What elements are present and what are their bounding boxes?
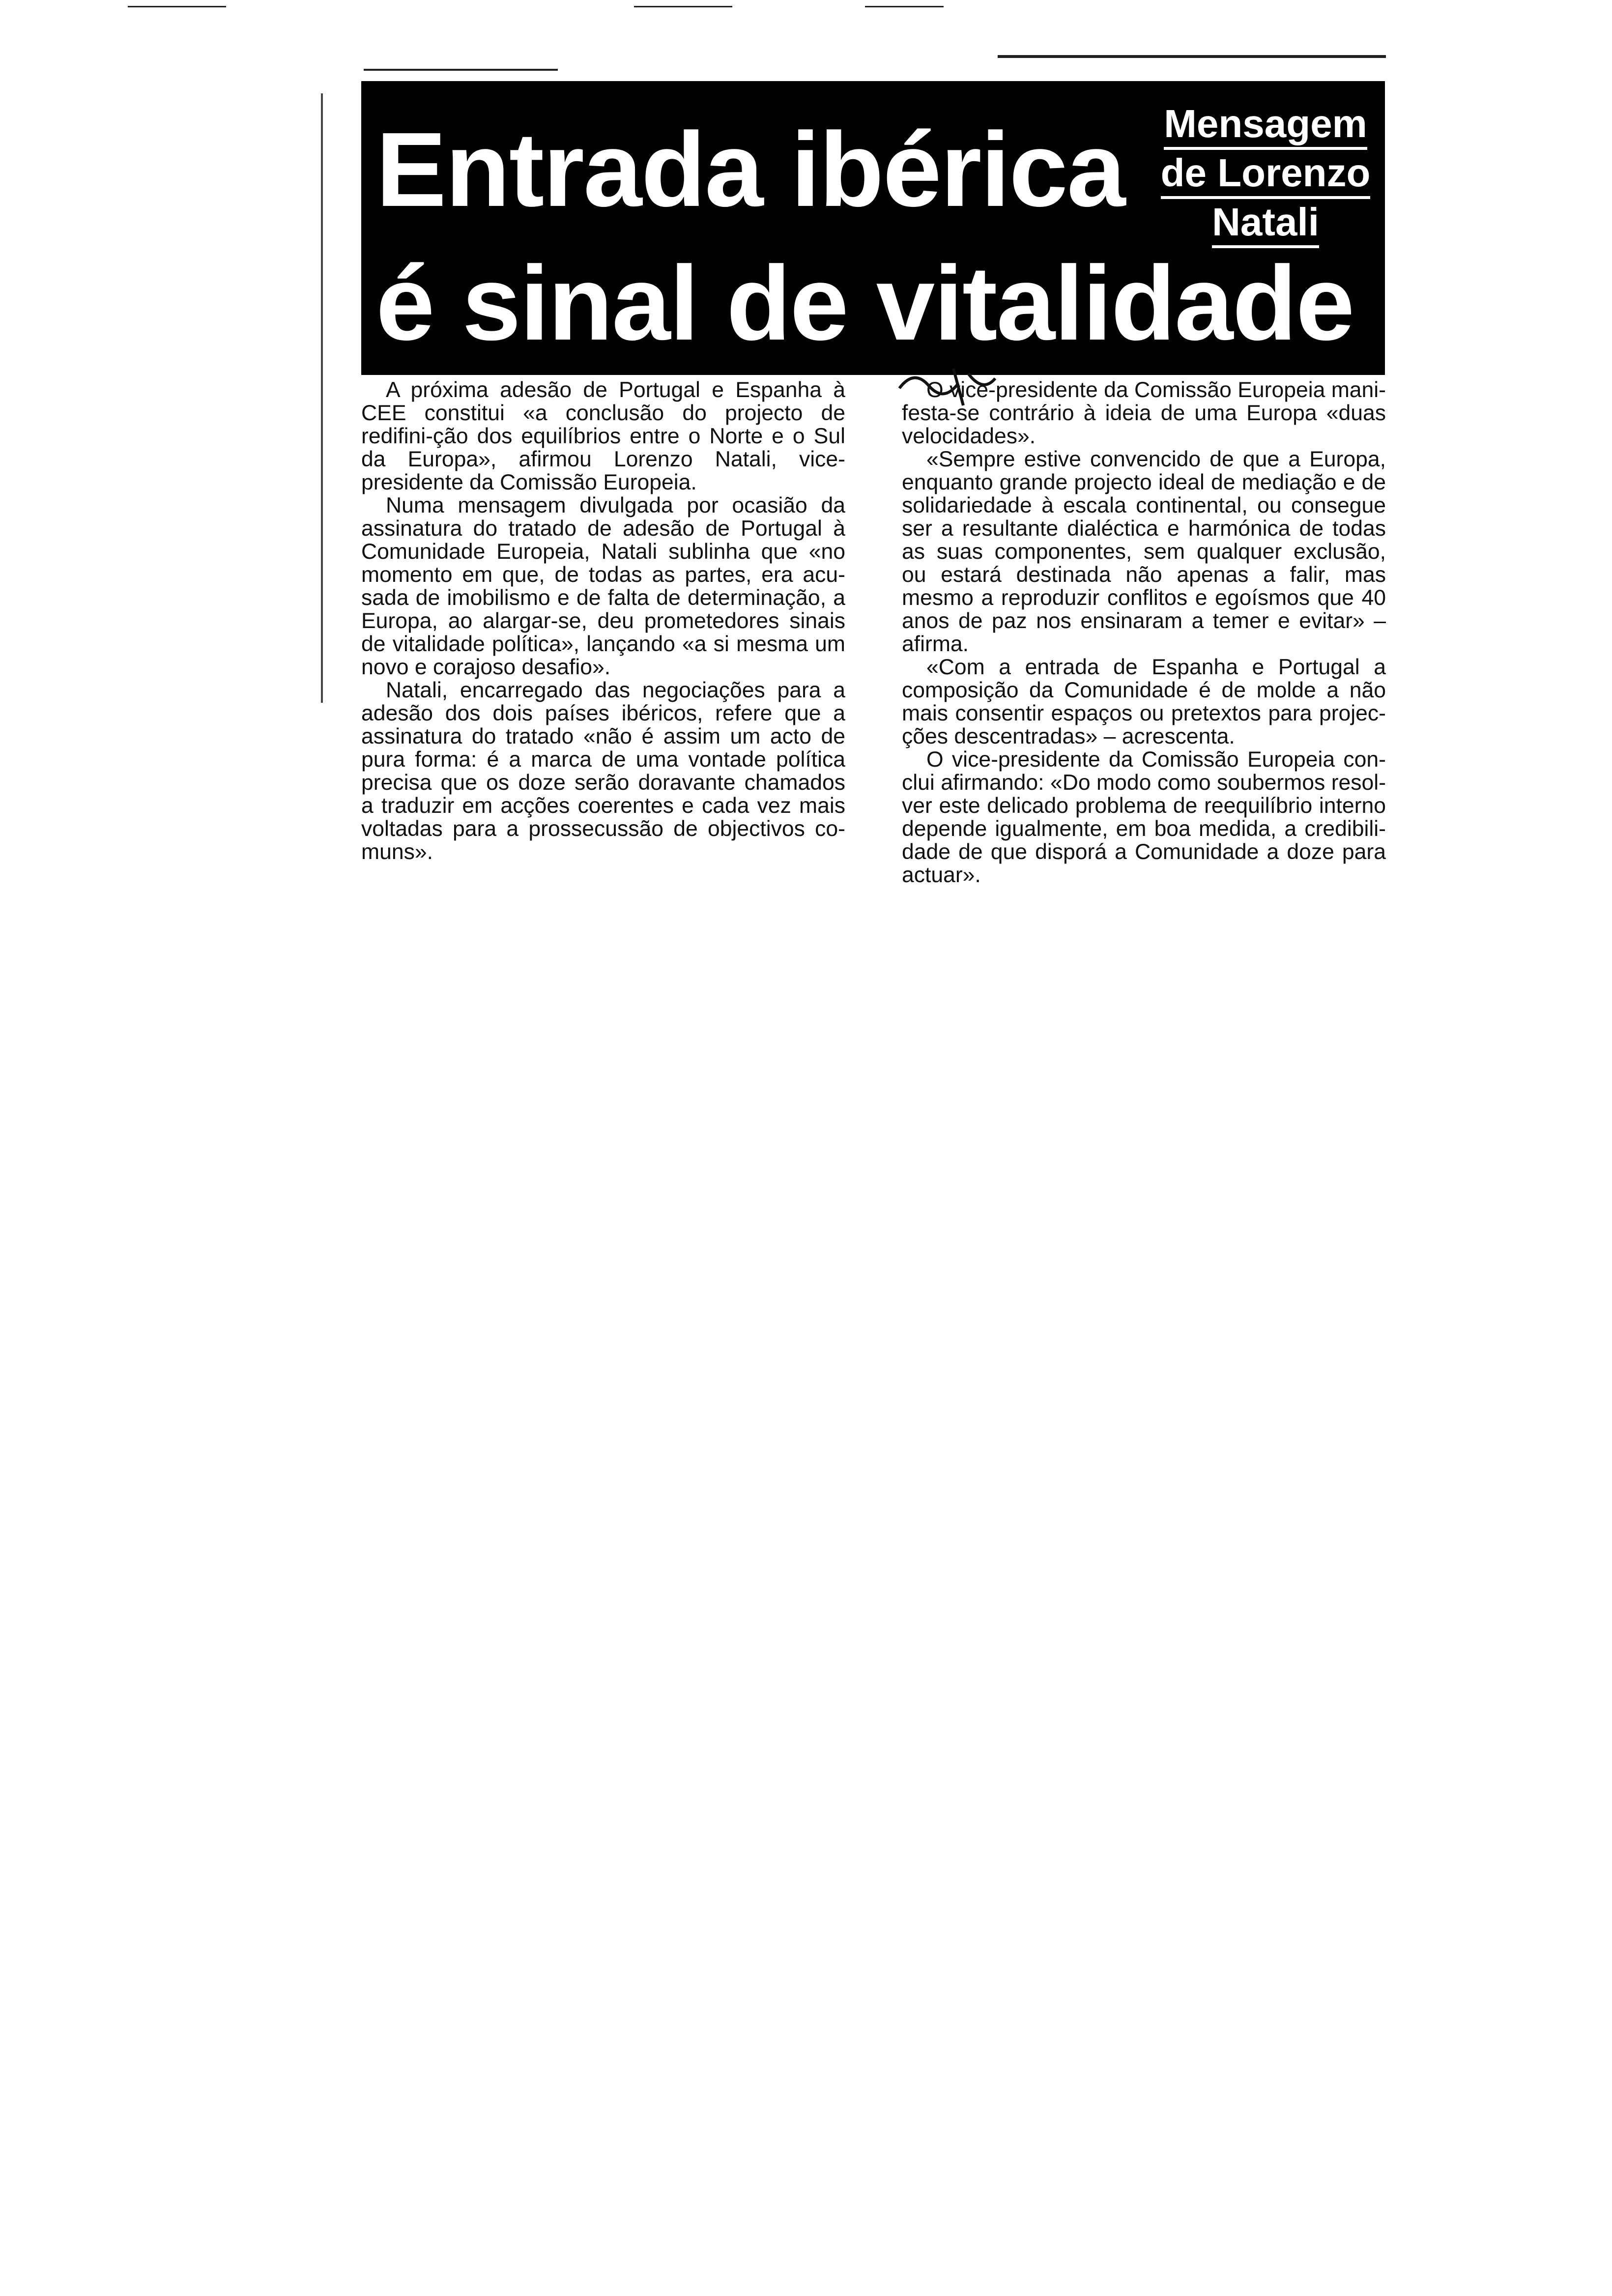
kicker-line-2: de Lorenzo bbox=[1161, 150, 1371, 199]
paragraph: «Com a entrada de Espanha e Portugal a composição da Comunidade é de molde a não mais consentir espaços ou pretextos para projec-ções descentradas» – acrescenta. bbox=[902, 655, 1386, 748]
paragraph: O vice-presidente da Comissão Europeia con-clui afirmando: «Do modo como soubermos resol-ver este delicado problema de reequilíbrio interno depende igualmente, em boa medida, a credibili-dade de que disporá a Comunidade a doze para actuar». bbox=[902, 747, 1386, 887]
paragraph: O vice-presidente da Comissão Europeia mani-festa-se contrário à ideia de uma Europa «duas velocidades». bbox=[902, 378, 1386, 448]
top-rule-left bbox=[364, 69, 558, 71]
scan-margin-mark bbox=[321, 93, 323, 703]
scan-edge-line bbox=[128, 6, 226, 7]
headline-line-1: Entrada ibérica bbox=[376, 110, 1125, 229]
headline-block bbox=[361, 81, 1385, 375]
kicker-line-3: Natali bbox=[1212, 199, 1319, 248]
kicker-line-1: Mensagem bbox=[1164, 101, 1367, 150]
paragraph: Numa mensagem divulgada por ocasião da assinatura do tratado de adesão de Portugal à Comunidade Europeia, Natali sublinha que «no momento em que, de todas as partes, era acu-sada de imobilismo e de falta de determinação, a Europa, ao alargar-se, deu prometedores sinais de vitalidade política», lançando «a si mesma um novo e corajoso desafio». bbox=[361, 493, 845, 679]
article-column-left bbox=[361, 378, 845, 863]
top-rule-right bbox=[998, 55, 1386, 58]
scan-edge-line bbox=[865, 6, 944, 7]
paragraph: Natali, encarregado das negociações para a adesão dos dois países ibéricos, refere que a assinatura do tratado «não é assim um acto de pura forma: é a marca de uma vontade política precisa que os doze serão doravante chamados a traduzir em acções coerentes e cada vez mais voltadas para a prossecussão de objectivos co-muns». bbox=[361, 678, 845, 864]
paragraph: «Sempre estive convencido de que a Europa, enquanto grande projecto ideal de mediação e de solidariedade à escala continental, ou consegue ser a resultante dialéctica e harmónica de todas as suas componentes, sem qualquer exclusão, ou estará destinada não apenas a falir, mas mesmo a reproduzir conflitos e egoísmos que 40 anos de paz nos ensinaram a temer e evitar» – afirma. bbox=[902, 447, 1386, 656]
scan-edge-line bbox=[634, 6, 732, 7]
handwritten-scribble-icon bbox=[894, 359, 1003, 413]
paragraph: A próxima adesão de Portugal e Espanha à CEE constitui «a conclusão do projecto de redifini-ção dos equilíbrios entre o Norte e o Sul da Europa», afirmou Lorenzo Natali, vice-presidente da Comissão Europeia. bbox=[361, 378, 845, 494]
headline-line-2: é sinal de vitalidade bbox=[376, 244, 1354, 362]
article-column-right bbox=[902, 378, 1386, 887]
headline-kicker bbox=[1157, 101, 1374, 248]
